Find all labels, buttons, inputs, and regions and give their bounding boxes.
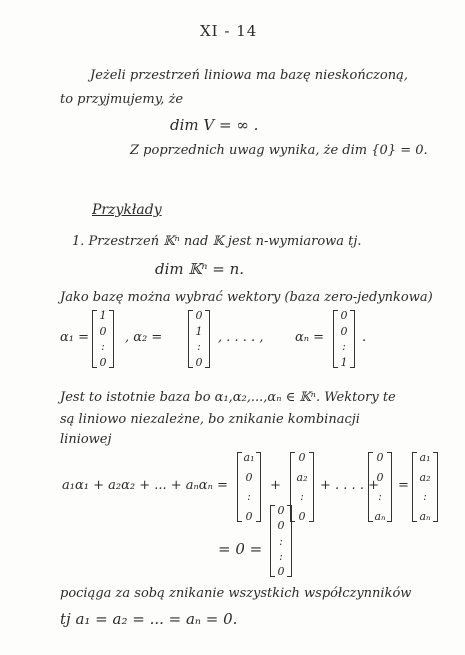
vector-entry: : (247, 490, 251, 504)
combination-lhs: a₁α₁ + a₂α₂ + ... + aₙαₙ = (62, 478, 228, 493)
text-line: pociąga za sobą znikanie wszystkich współczynników (60, 586, 412, 601)
text-line: to przyjmujemy, że (60, 92, 184, 107)
equation-dim-kn: dim 𝕂ⁿ = n. (155, 260, 245, 278)
vector-entry: 0 (298, 509, 306, 523)
text-line: Z poprzednich uwag wynika, że dim {0} = 0. (130, 143, 428, 158)
alpha-end: . (362, 330, 367, 345)
vector-entry: 0 (340, 324, 348, 338)
equation-dim-inf: dim V = ∞ . (170, 116, 259, 134)
vector-c2 (290, 452, 314, 522)
zero-equation: = 0 = (218, 540, 263, 558)
vector-entry: 0 (245, 470, 253, 484)
vector-entry: 0 (277, 565, 285, 578)
vector-entry: 0 (376, 451, 384, 464)
final-equation: tj a₁ = a₂ = ... = aₙ = 0. (60, 610, 238, 628)
vector-entry: a₁ (243, 451, 255, 464)
vector-entry: aₙ (419, 509, 431, 523)
vector-entry: 0 (376, 470, 384, 484)
vector-entry: : (423, 490, 427, 504)
vector-zero (270, 505, 292, 577)
text-line: Jako bazę można wybrać wektory (baza zero-jedynkowa) (60, 290, 433, 305)
vector-entry: 0 (277, 504, 285, 517)
vector-entry: 0 (99, 355, 107, 369)
vector-alpha2 (188, 310, 210, 368)
text-line: Jeżeli przestrzeń liniowa ma bazę nieskończoną, (90, 68, 408, 83)
alpha2-label: , α₂ = (125, 330, 163, 345)
vector-entry: : (279, 534, 283, 548)
text-line: są liniowo niezależne, bo znikanie kombinacji (60, 412, 360, 427)
vector-c4 (412, 452, 438, 522)
example-1: 1. Przestrzeń 𝕂ⁿ nad 𝕂 jest n-wymiarowa tj. (72, 234, 362, 249)
text-line: Jest to istotnie baza bo α₁,α₂,...,αₙ ∈ 𝕂ⁿ. Wektory te (60, 390, 396, 405)
text-line: liniowej (60, 432, 112, 447)
alpha-ellipsis: , . . . . , (218, 330, 264, 345)
vector-entry: 0 (195, 355, 203, 369)
vector-entry: a₁ (419, 451, 431, 464)
vector-entry: a₂ (419, 470, 431, 484)
vector-entry: : (101, 340, 105, 354)
alpha1-label: α₁ = (60, 330, 90, 345)
vector-c1 (237, 452, 261, 522)
section-heading: Przykłady (92, 202, 162, 218)
vector-entry: 0 (340, 309, 348, 322)
vector-entry: : (342, 340, 346, 354)
page-title: XI - 14 (200, 22, 258, 40)
plus-ellipsis: + . . . . + (320, 478, 379, 493)
alphan-label: αₙ = (295, 330, 325, 345)
vector-entry: : (300, 490, 304, 504)
vector-entry: 0 (298, 451, 306, 464)
vector-entry: : (378, 490, 382, 504)
vector-alpha1 (92, 310, 114, 368)
vector-entry: a₂ (296, 470, 308, 484)
equals-sign: = (398, 478, 409, 493)
vector-entry: 1 (99, 309, 107, 322)
vector-c3 (368, 452, 392, 522)
vector-entry: 0 (99, 324, 107, 338)
vector-entry: 0 (195, 309, 203, 322)
vector-alphan (333, 310, 355, 368)
vector-entry: aₙ (374, 509, 386, 523)
vector-entry: 0 (277, 519, 285, 533)
vector-entry: 0 (245, 509, 253, 523)
vector-entry: : (279, 549, 283, 563)
vector-entry: 1 (340, 355, 348, 369)
vector-entry: : (197, 340, 201, 354)
vector-entry: 1 (195, 324, 203, 338)
plus-sign: + (270, 478, 281, 493)
